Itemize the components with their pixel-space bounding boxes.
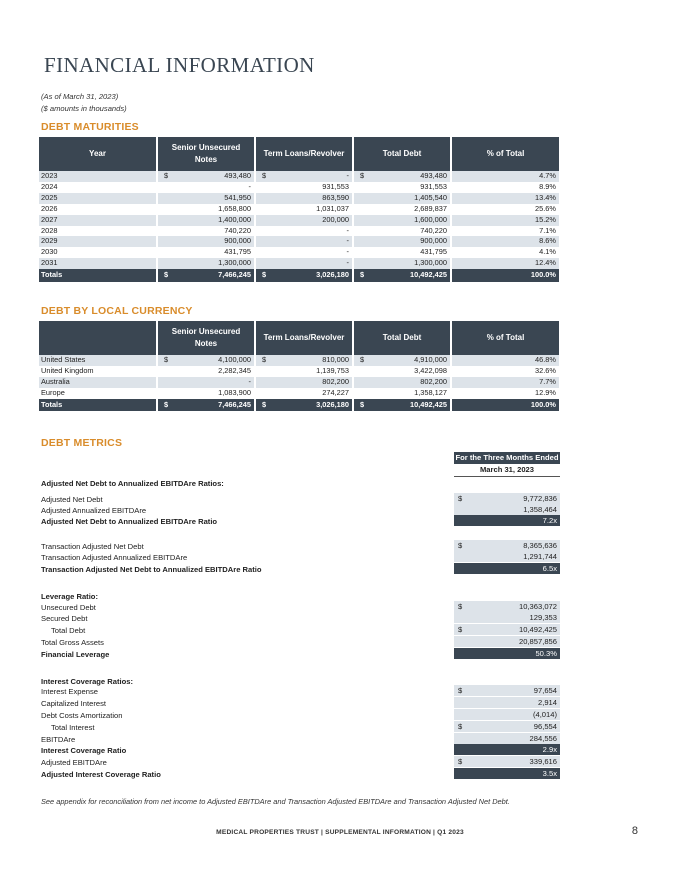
col-header-total-debt: Total Debt xyxy=(353,137,451,171)
metric-label: Adjusted Interest Coverage Ratio xyxy=(41,770,161,779)
cell-value: 1,139,753 xyxy=(316,365,349,375)
metric-value-text: 1,358,464 xyxy=(523,505,557,514)
cell-value: - xyxy=(248,181,251,191)
cell-value: 7.1% xyxy=(539,225,556,235)
totals-row xyxy=(39,269,559,282)
senior-notes-cell xyxy=(157,204,255,215)
metric-value-text: 2.9x xyxy=(542,745,557,754)
metric-label: Interest Coverage Ratios: xyxy=(41,677,133,686)
senior-notes-total xyxy=(157,269,255,282)
cell-value: 2,282,345 xyxy=(218,365,251,375)
cell-value: 1,400,000 xyxy=(218,214,251,224)
senior-notes-cell xyxy=(157,366,255,377)
term-loans-cell xyxy=(255,226,353,237)
metric-label: Total Debt xyxy=(51,626,86,635)
col-header-senior-notes: Senior Unsecured Notes xyxy=(157,137,255,171)
cell-value: 12.4% xyxy=(535,258,556,268)
metric-value xyxy=(454,697,560,708)
dollar-sign: $ xyxy=(458,541,463,550)
metric-value xyxy=(454,648,560,659)
pct-total-cell xyxy=(451,193,559,204)
term-loans-cell xyxy=(255,204,353,215)
metric-value xyxy=(454,733,560,744)
metric-value-text: 7.2x xyxy=(542,516,557,525)
senior-notes-cell xyxy=(157,377,255,388)
metric-value xyxy=(454,540,560,551)
metric-label: Financial Leverage xyxy=(41,650,110,659)
total-debt-cell xyxy=(353,258,451,269)
dollar-sign: $ xyxy=(262,355,267,364)
term-loans-cell xyxy=(255,388,353,399)
cell-value: 431,795 xyxy=(420,247,447,257)
cell-value: 32.6% xyxy=(535,365,556,375)
table-row xyxy=(39,377,559,388)
period-date: March 31, 2023 xyxy=(454,465,560,477)
metric-value-text: 50.3% xyxy=(535,649,557,658)
term-loans-cell xyxy=(255,366,353,377)
row-label: Australia xyxy=(39,377,157,388)
pct-total-cell xyxy=(451,226,559,237)
metric-label: Adjusted Net Debt to Annualized EBITDAre Ratio xyxy=(41,517,218,526)
cell-value: - xyxy=(248,376,251,386)
totals-row xyxy=(39,399,559,412)
metric-label: Transaction Adjusted Net Debt xyxy=(41,542,144,551)
cell-value: 13.4% xyxy=(535,192,556,202)
total-debt-cell xyxy=(353,215,451,226)
metric-label: Total Gross Assets xyxy=(41,638,104,647)
metric-label: Adjusted Net Debt xyxy=(41,495,103,504)
cell-value: 810,000 xyxy=(322,355,349,364)
metric-value xyxy=(454,756,560,767)
term-loans-cell xyxy=(255,355,353,366)
cell-value: 4.1% xyxy=(539,247,556,257)
cell-value: 7,466,245 xyxy=(218,270,251,280)
pct-total-cell xyxy=(451,215,559,226)
row-label: Europe xyxy=(39,388,157,399)
metric-label: Capitalized Interest xyxy=(41,699,107,708)
cell-value: 25.6% xyxy=(535,203,556,213)
footnote: See appendix for reconciliation from net income to Adjusted EBITDAre and Transaction Adjusted EBITDAre and Transaction Adjusted Net Debt. xyxy=(41,797,510,806)
pct-total-cell xyxy=(451,388,559,399)
metric-label: Secured Debt xyxy=(41,614,88,623)
pct-total-total xyxy=(451,399,559,412)
cell-value: 931,553 xyxy=(420,181,447,191)
dollar-sign: $ xyxy=(164,270,169,280)
metric-value xyxy=(454,768,560,779)
dollar-sign: $ xyxy=(360,399,365,409)
metric-value xyxy=(454,563,560,574)
cell-value: 900,000 xyxy=(224,236,251,246)
metric-value-text: 20,857,856 xyxy=(518,637,557,646)
table-row xyxy=(39,226,559,237)
total-debt-cell xyxy=(353,193,451,204)
cell-value: 931,553 xyxy=(322,181,349,191)
metric-value xyxy=(454,515,560,526)
metric-label: EBITDAre xyxy=(41,735,76,744)
table-row xyxy=(39,355,559,366)
term-loans-cell xyxy=(255,236,353,247)
senior-notes-cell xyxy=(157,247,255,258)
total-debt-cell xyxy=(353,247,451,258)
total-debt-cell xyxy=(353,226,451,237)
metric-value-text: 96,554 xyxy=(533,722,557,731)
cell-value: 740,220 xyxy=(224,225,251,235)
row-label: 2024 xyxy=(39,182,157,193)
debt-by-currency-table xyxy=(39,321,559,411)
metric-label: Adjusted Annualized EBITDAre xyxy=(41,506,147,515)
cell-value: 10,492,425 xyxy=(410,270,447,280)
metric-value xyxy=(454,601,560,612)
metric-value xyxy=(454,551,560,562)
metric-label: Interest Expense xyxy=(41,687,98,696)
cell-value: 3,026,180 xyxy=(316,270,349,280)
metric-label: Unsecured Debt xyxy=(41,603,96,612)
cell-value: 900,000 xyxy=(420,236,447,246)
cell-value: 7,466,245 xyxy=(218,399,251,409)
total-debt-cell xyxy=(353,377,451,388)
table-row xyxy=(39,204,559,215)
cell-value: 10,492,425 xyxy=(410,399,447,409)
cell-value: 740,220 xyxy=(420,225,447,235)
cell-value: 2,689,837 xyxy=(414,203,447,213)
cell-value: 46.8% xyxy=(535,355,556,364)
table-row xyxy=(39,366,559,377)
total-debt-cell xyxy=(353,355,451,366)
metric-value xyxy=(454,709,560,720)
senior-notes-cell xyxy=(157,171,255,182)
dollar-sign: $ xyxy=(164,355,169,364)
metric-value xyxy=(454,721,560,732)
cell-value: 1,405,540 xyxy=(414,192,447,202)
col-header-pct-total: % of Total xyxy=(451,321,559,355)
pct-total-total xyxy=(451,269,559,282)
cell-value: 100.0% xyxy=(530,270,556,280)
senior-notes-cell xyxy=(157,258,255,269)
cell-value: 4,910,000 xyxy=(414,355,447,364)
cell-value: - xyxy=(346,247,349,257)
col-header-blank xyxy=(39,321,157,355)
cell-value: 431,795 xyxy=(224,247,251,257)
as-of-note: (As of March 31, 2023) xyxy=(41,92,119,101)
pct-total-cell xyxy=(451,171,559,182)
debt-maturities-table xyxy=(39,137,559,282)
metric-value-text: 1,291,744 xyxy=(523,552,557,561)
pct-total-cell xyxy=(451,236,559,247)
cell-value: 8.9% xyxy=(539,181,556,191)
senior-notes-cell xyxy=(157,215,255,226)
cell-value: 1,031,037 xyxy=(316,203,349,213)
total-debt-total xyxy=(353,269,451,282)
metric-label: Leverage Ratio: xyxy=(41,592,98,601)
dollar-sign: $ xyxy=(360,355,365,364)
metric-label: Transaction Adjusted Net Debt to Annualized EBITDAre Ratio xyxy=(41,565,262,574)
cell-value: 274,227 xyxy=(322,387,349,397)
col-header-senior-notes: Senior Unsecured Notes xyxy=(157,321,255,355)
senior-notes-cell xyxy=(157,193,255,204)
cell-value: - xyxy=(346,171,349,180)
cell-value: 100.0% xyxy=(530,399,556,409)
cell-value: 7.7% xyxy=(539,376,556,386)
metric-value-text: 284,556 xyxy=(529,734,557,743)
col-header-year: Year xyxy=(39,137,157,171)
metric-value xyxy=(454,624,560,635)
row-label: 2023 xyxy=(39,171,157,182)
pct-total-cell xyxy=(451,377,559,388)
cell-value: 802,200 xyxy=(322,376,349,386)
cell-value: - xyxy=(346,236,349,246)
dollar-sign: $ xyxy=(164,399,169,409)
cell-value: 4,100,000 xyxy=(218,355,251,364)
dollar-sign: $ xyxy=(458,722,463,731)
row-label: 2027 xyxy=(39,215,157,226)
dollar-sign: $ xyxy=(262,399,267,409)
metric-label: Transaction Adjusted Annualized EBITDAre xyxy=(41,553,188,562)
row-label: 2025 xyxy=(39,193,157,204)
cell-value: 15.2% xyxy=(535,214,556,224)
row-label: United Kingdom xyxy=(39,366,157,377)
cell-value: 4.7% xyxy=(539,171,556,180)
table-row xyxy=(39,388,559,399)
term-loans-total xyxy=(255,269,353,282)
total-debt-cell xyxy=(353,236,451,247)
metric-value xyxy=(454,504,560,515)
term-loans-cell xyxy=(255,171,353,182)
metric-label: Debt Costs Amortization xyxy=(41,711,123,720)
debt-maturities-heading: DEBT MATURITIES xyxy=(41,121,139,133)
table-row xyxy=(39,258,559,269)
metric-label: Total Interest xyxy=(51,723,95,732)
total-debt-cell xyxy=(353,366,451,377)
cell-value: 1,300,000 xyxy=(218,258,251,268)
totals-label: Totals xyxy=(39,399,157,412)
cell-value: 493,480 xyxy=(224,171,251,180)
metric-value-text: 97,654 xyxy=(533,686,557,695)
cell-value: 200,000 xyxy=(322,214,349,224)
term-loans-cell xyxy=(255,377,353,388)
senior-notes-cell xyxy=(157,355,255,366)
table-row xyxy=(39,171,559,182)
table-row xyxy=(39,193,559,204)
metric-value-text: 9,772,836 xyxy=(523,494,557,503)
metric-label: Adjusted Net Debt to Annualized EBITDAre Ratios: xyxy=(41,479,224,488)
dollar-sign: $ xyxy=(262,270,267,280)
metric-value-text: (4,014) xyxy=(532,710,557,719)
cell-value: 493,480 xyxy=(420,171,447,180)
totals-label: Totals xyxy=(39,269,157,282)
metric-value xyxy=(454,612,560,623)
cell-value: 541,950 xyxy=(224,192,251,202)
debt-metrics-heading: DEBT METRICS xyxy=(41,437,123,449)
cell-value: 1,083,900 xyxy=(218,387,251,397)
table-row xyxy=(39,247,559,258)
dollar-sign: $ xyxy=(458,757,463,766)
table-row xyxy=(39,236,559,247)
dollar-sign: $ xyxy=(164,171,169,180)
col-header-pct-total: % of Total xyxy=(451,137,559,171)
row-label: United States xyxy=(39,355,157,366)
dollar-sign: $ xyxy=(458,602,463,611)
cell-value: 3,026,180 xyxy=(316,399,349,409)
total-debt-cell xyxy=(353,204,451,215)
term-loans-total xyxy=(255,399,353,412)
term-loans-cell xyxy=(255,258,353,269)
col-header-term-loans: Term Loans/Revolver xyxy=(255,137,353,171)
metric-value-text: 8,365,636 xyxy=(523,541,557,550)
total-debt-cell xyxy=(353,388,451,399)
term-loans-cell xyxy=(255,215,353,226)
cell-value: 1,300,000 xyxy=(414,258,447,268)
term-loans-cell xyxy=(255,182,353,193)
cell-value: 1,358,127 xyxy=(414,387,447,397)
pct-total-cell xyxy=(451,182,559,193)
metric-value-text: 2,914 xyxy=(537,698,557,707)
term-loans-cell xyxy=(255,247,353,258)
col-header-term-loans: Term Loans/Revolver xyxy=(255,321,353,355)
metric-value-text: 10,492,425 xyxy=(518,625,557,634)
metric-value-text: 6.5x xyxy=(542,564,557,573)
senior-notes-cell xyxy=(157,182,255,193)
metric-value-text: 339,616 xyxy=(529,757,557,766)
cell-value: 12.9% xyxy=(535,387,556,397)
col-header-total-debt: Total Debt xyxy=(353,321,451,355)
dollar-sign: $ xyxy=(458,625,463,634)
dollar-sign: $ xyxy=(458,494,463,503)
cell-value: 1,600,000 xyxy=(414,214,447,224)
total-debt-cell xyxy=(353,182,451,193)
page-title: FINANCIAL INFORMATION xyxy=(44,53,315,77)
pct-total-cell xyxy=(451,258,559,269)
row-label: 2029 xyxy=(39,236,157,247)
metric-value xyxy=(454,744,560,755)
cell-value: 3,422,098 xyxy=(414,365,447,375)
page-footer: MEDICAL PROPERTIES TRUST | SUPPLEMENTAL INFORMATION | Q1 2023 xyxy=(216,829,464,836)
metric-value-text: 129,353 xyxy=(529,613,557,622)
row-label: 2031 xyxy=(39,258,157,269)
metric-value-text: 3.5x xyxy=(542,769,557,778)
pct-total-cell xyxy=(451,355,559,366)
page-number: 8 xyxy=(631,825,638,837)
pct-total-cell xyxy=(451,204,559,215)
total-debt-total xyxy=(353,399,451,412)
debt-by-currency-heading: DEBT BY LOCAL CURRENCY xyxy=(41,305,193,317)
row-label: 2026 xyxy=(39,204,157,215)
cell-value: - xyxy=(346,258,349,268)
senior-notes-cell xyxy=(157,226,255,237)
metric-value xyxy=(454,636,560,647)
cell-value: 863,590 xyxy=(322,192,349,202)
row-label: 2028 xyxy=(39,226,157,237)
term-loans-cell xyxy=(255,193,353,204)
pct-total-cell xyxy=(451,366,559,377)
dollar-sign: $ xyxy=(360,171,365,180)
dollar-sign: $ xyxy=(360,270,365,280)
total-debt-cell xyxy=(353,171,451,182)
table-row xyxy=(39,182,559,193)
cell-value: - xyxy=(346,225,349,235)
senior-notes-cell xyxy=(157,388,255,399)
cell-value: 802,200 xyxy=(420,376,447,386)
metric-value-text: 10,363,072 xyxy=(518,602,557,611)
senior-notes-total xyxy=(157,399,255,412)
row-label: 2030 xyxy=(39,247,157,258)
cell-value: 1,658,800 xyxy=(218,203,251,213)
units-note: ($ amounts in thousands) xyxy=(41,104,127,113)
pct-total-cell xyxy=(451,247,559,258)
metric-value xyxy=(454,493,560,504)
period-header: For the Three Months Ended xyxy=(455,453,559,462)
dollar-sign: $ xyxy=(458,686,463,695)
senior-notes-cell xyxy=(157,236,255,247)
cell-value: 8.6% xyxy=(539,236,556,246)
metric-label: Adjusted EBITDAre xyxy=(41,758,107,767)
metric-label: Interest Coverage Ratio xyxy=(41,746,127,755)
metric-value xyxy=(454,685,560,696)
dollar-sign: $ xyxy=(262,171,267,180)
table-row xyxy=(39,215,559,226)
